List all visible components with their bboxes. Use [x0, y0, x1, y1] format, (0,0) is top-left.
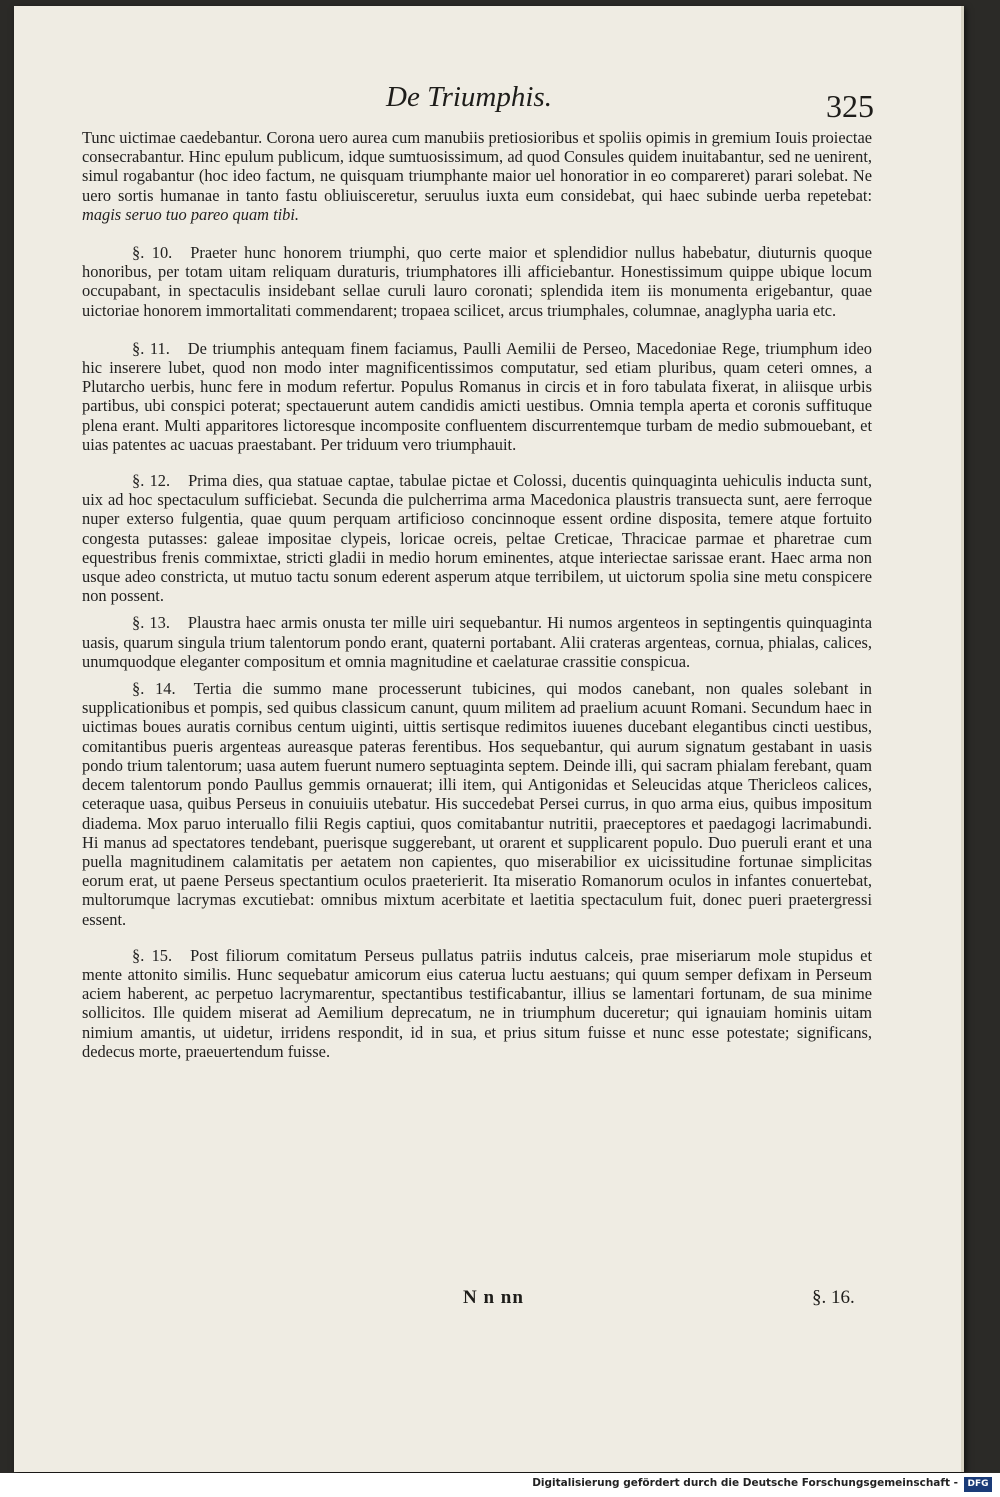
digitization-credit: Digitalisierung gefördert durch die Deutsche Forschungsgemeinschaft -	[532, 1477, 958, 1489]
section-12-text: Prima dies, qua statuae captae, tabulae pictae et Colossi, ducentis quinquaginta uehiculis inducta sunt, uix ad hoc spectaculum sufficiebat. Secunda die pulcherrima arma Macedonica plaustris transuecta sunt, aere ferroque nuper exterso fulgentia, quae quum perquam artificioso concinnoque essent ordine disposita, temere atque fortuito congesta putasses: galeae impositae clypeis, loricae ocreis, peltae Creticae, Thracicae parmae et pharetrae cum equestribus frenis commixtae, stricti gladii in medio horum eminentes, atque interiectae sarissae erant. Haec arma non usque adeo constricta, ut mutuo tactu sonum ederent asperum atque terribilem, ut uictorum spolia sine metu conspicere non possent.	[82, 471, 872, 606]
section-15-text: Post filiorum comitatum Perseus pullatus patriis indutus calceis, prae miseriarum mole stupidus et mente attonito similis. Hunc sequebatur amicorum eius caterua luctu aestuans; qui quum semper defixam in Perseum aciem haberent, ac perpetuo lacrymarentur, spectantibus testificabantur, illius se lamentari fortunam, de sua minime sollicitos. Ille quidem miserat ad Aemilium deprecatum, ne in triumphum duceretur; qui ignauiam hominis uitam nimium amantis, ut uidetur, irridens respondit, id in sua, et prius situm fuisse et nunc esse potestate; significans, dedecus morte, praeuertendum fuisse.	[82, 945, 872, 1061]
digitization-footer	[0, 1473, 1000, 1497]
book-page	[14, 6, 964, 1472]
page-number: 325	[826, 88, 874, 124]
dfg-logo-icon: DFG	[964, 1477, 992, 1492]
section-12-label: §. 12.	[132, 471, 171, 491]
section-10-label: §. 10.	[132, 243, 173, 263]
section-11-text: De triumphis antequam finem faciamus, Paulli Aemilii de Perseo, Macedoniae Rege, triumphum ideo hic inserere lubet, quod non modo inter magnificentissimos computatur, sed etiam pluribus, quam ceteri omnes, a Plutarcho uerbis, hunc fere in modum refertur. Populus Romanus in circis et in foro tabulata fixerat, in aliisque urbis partibus, ubi conspici poterat; spectauerunt autem candidis amicti uestibus. Omnia templa aperta et coronis suffituque plena erant. Multi apparitores lictoresque incomposite confluentem discurrentemque turbam de medio submouebant, et uias patentes ac uacuas praestabant. Per triduum vero triumphauit.	[82, 338, 872, 454]
section-13-label: §. 13.	[132, 613, 170, 633]
body-text	[82, 128, 872, 1061]
catchword: §. 16.	[812, 1287, 855, 1308]
running-title: De Triumphis.	[386, 81, 552, 113]
section-15	[82, 946, 872, 1061]
section-11-label: §. 11.	[132, 338, 170, 358]
section-10	[82, 243, 872, 320]
paragraph-intro	[82, 128, 872, 224]
section-12	[82, 471, 872, 605]
signature-mark: N n nn	[463, 1287, 524, 1308]
section-10-text: Praeter hunc honorem triumphi, quo certe maior et splendidior nullus habebatur, diuturnis quoque honoribus, per totam uitam reliquam duraturis, triumphatores illi afficiebantur. Honestissimum quippe ubique locum occupabant, in spectaculis insidebant sellae curuli lauro coronati; splendida item iis monumenta erigebantur, quae uictoriae honorem immortalitati commendarent; tropaea scilicet, arcus triumphales, columnae, anaglypha uaria etc.	[82, 243, 872, 320]
section-11	[82, 339, 872, 454]
section-13	[82, 613, 872, 671]
section-13-text: Plaustra haec armis onusta ter mille uiri sequebantur. Hi numos argenteos in septingentis quinquaginta uasis, quarum singula trium talentorum pondo erant, quaterni portabant. Alii crateras argenteas, cornua, phialas, calices, unumquodque eleganter compositum et omnia magnitudine et caelaturae crassitie conspicua.	[82, 613, 872, 671]
section-14-text: Tertia die summo mane processerunt tubicines, qui modos canebant, non quales solebant in supplicationibus et pompis, sed quibus classicum canunt, quum militem ad praelium acuunt Romani. Secundum haec in uictimas boues auratis cornibus centum uiginti, uittis sertisque redimitos iuuenes ducebant elegantibus cincti uestibus, comitantibus pueris argenteas aureasque pateras ferentibus. Hos sequebantur, qui aurum signatum gestabant in uasis pondo trium talentorum; uasa autem fuerunt numero septuaginta septem. Deinde illi, qui sacram phialam ferebant, quam decem talentorum pondo Paullus gemmis ornauerat; illi item, qui Antigonidas et Seleucidas atque Thericleos calices, ceteraque uasa, quibus Perseus in conuiuiis utebatur. His succedebat Persei currus, in quo arma eius, quibus impositum diadema. Mox paruo interuallo filii Regis captiui, quos comitabantur nutritii, praeceptores et paedagogi lacrimabundi. Hi manus ad spectatores tendebant, puerisque suggerebant, ut orarent et supplicarent populo. Duo pueruli erant et una puella magnitudinem calamitatis per aetatem non capientes, quo miserabilior ex uicissitudine fortunae simplicitas eorum erat, ut paene Perseus spectantium oculos praeterierit. Ita miseratio Romanorum oculos in infantes conuertebat, multorumque lacrymas excutiebat: omnibus mixtum acerbitate et laetitia spectaculum fuit, donec pueri praetergressi essent.	[82, 679, 872, 929]
section-14-label: §. 14.	[132, 679, 176, 699]
section-15-label: §. 15.	[132, 945, 173, 965]
paragraph-intro-quote: magis seruo tuo pareo quam tibi.	[82, 204, 300, 224]
section-14	[82, 679, 872, 929]
paragraph-intro-text: Tunc uictimae caedebantur. Corona uero aurea cum manubiis pretiosioribus et spoliis opimis in gremium Iouis proiectae consecrabantur. Hinc epulum publicum, idque sumtuosissimum, ad quod Consules quidem inuitabantur, sed ne uenirent, simul rogabantur (hoc ideo factum, ne quisquam triumphante maior uel honoratior in eo compareret) parari solebat. Ne uero sortis humanae in tanto fastu obliuisceretur, seruulus iuxta eum considebat, qui haec subinde uerba repetebat:	[82, 128, 872, 205]
